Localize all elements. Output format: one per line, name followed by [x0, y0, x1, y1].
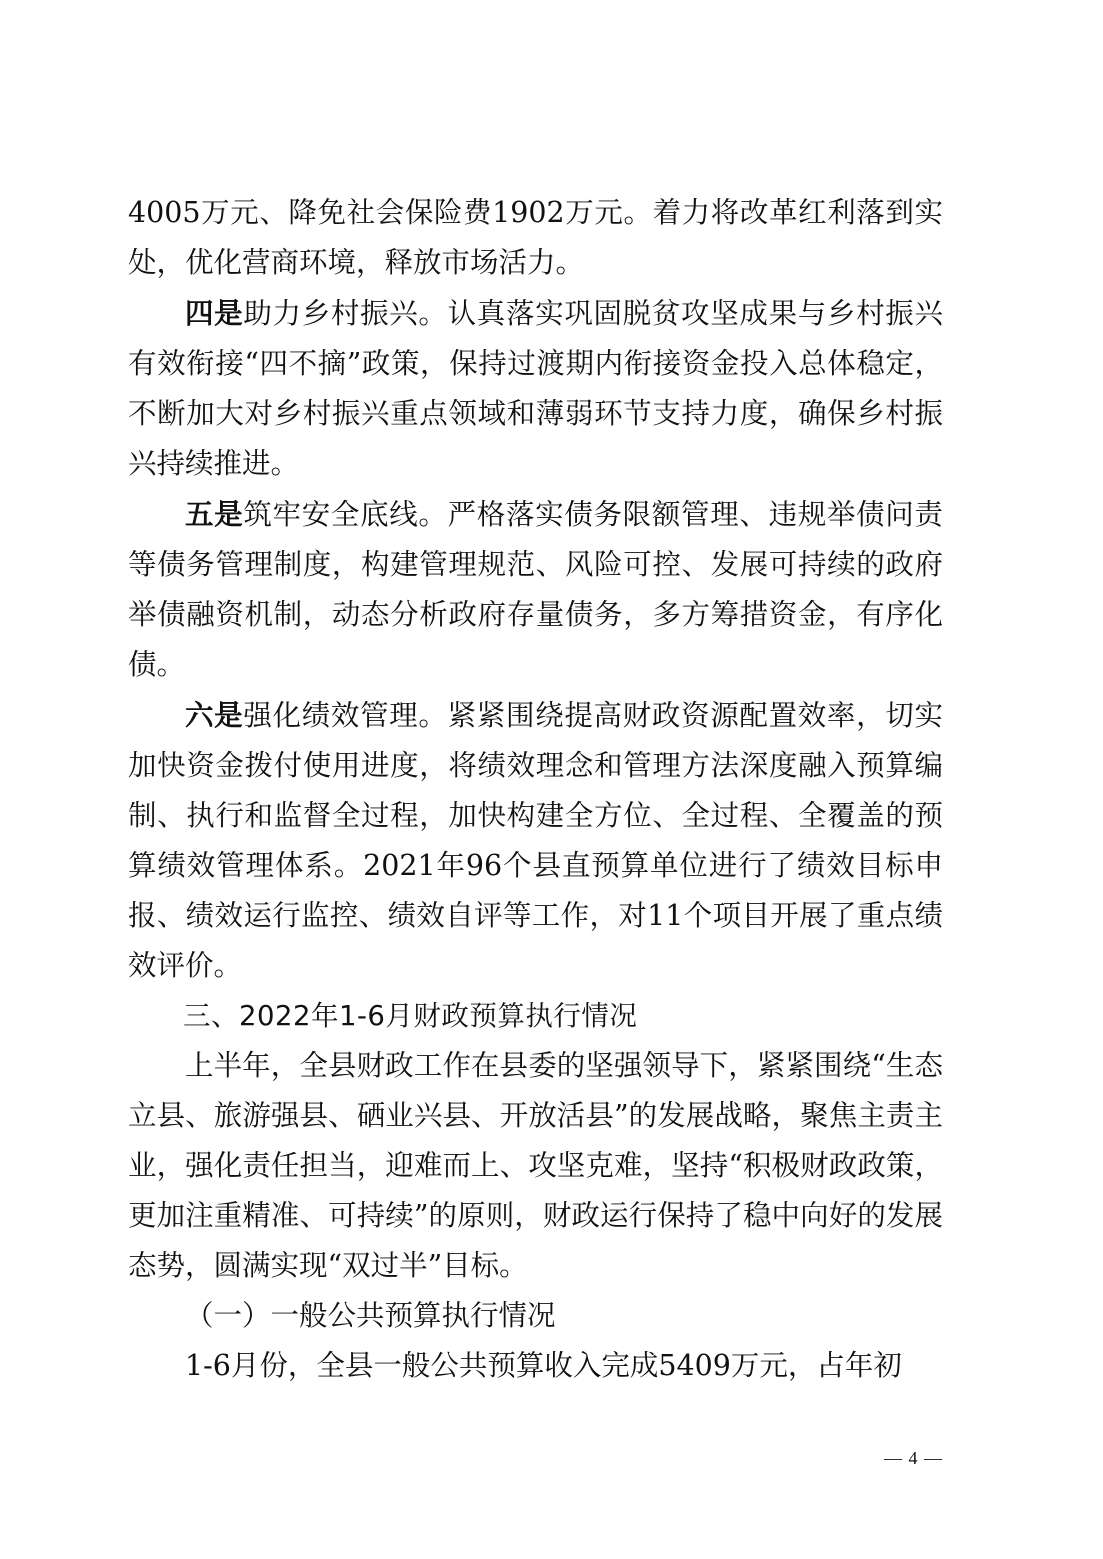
paragraph-lead: 四是: [185, 296, 244, 330]
paragraph-lead: 五是: [185, 497, 244, 531]
section-heading: 三、2022年1-6月财政预算执行情况: [183, 1000, 638, 1032]
paragraph-text: 筑牢安全底线。严格落实债务限额管理、违规举债问责等债务管理制度，构建管理规范、风险可控、发展可持续的政府举债融资机制，动态分析政府存量债务，多方筹措资金，有序化债。: [128, 498, 943, 681]
document-body: [128, 188, 943, 1391]
paragraph-lead: 六是: [185, 698, 244, 732]
paragraph-security-bottom-line: [128, 489, 943, 690]
paragraph-rural-revitalization: [128, 288, 943, 489]
page-number: — 4 —: [884, 1448, 943, 1468]
paragraph-text: 助力乡村振兴。认真落实巩固脱贫攻坚成果与乡村振兴有效衔接“四不摘”政策，保持过渡期内衔接资金投入总体稳定，不断加大对乡村振兴重点领域和薄弱环节支持力度，确保乡村振兴持续推进。: [128, 297, 943, 480]
section-paragraph: 上半年，全县财政工作在县委的坚强领导下，紧紧围绕“生态立县、旅游强县、硒业兴县、开放活县”的发展战略，聚焦主责主业，强化责任担当，迎难而上、攻坚克难，坚持“积极财政政策，更加注重精准、可持续”的原则，财政运行保持了稳中向好的发展态势，圆满实现“双过半”目标。: [128, 1049, 943, 1282]
subsection-paragraph: 1-6月份，全县一般公共预算收入完成5409万元，占年初: [185, 1349, 902, 1382]
paragraph-performance-management: [128, 690, 943, 991]
paragraph-text: 强化绩效管理。紧紧围绕提高财政资源配置效率，切实加快资金拨付使用进度，将绩效理念和管理方法深度融入预算编制、执行和监督全过程，加快构建全方位、全过程、全覆盖的预算绩效管理体系。2021年96个县直预算单位进行了绩效目标申报、绩效运行监控、绩效自评等工作，对11个项目开展了重点绩效评价。: [128, 699, 943, 982]
paragraph-continuation: 4005万元、降免社会保险费1902万元。着力将改革红利落到实处，优化营商环境，释放市场活力。: [128, 196, 943, 279]
subsection-heading: （一）一般公共预算执行情况: [185, 1299, 556, 1332]
